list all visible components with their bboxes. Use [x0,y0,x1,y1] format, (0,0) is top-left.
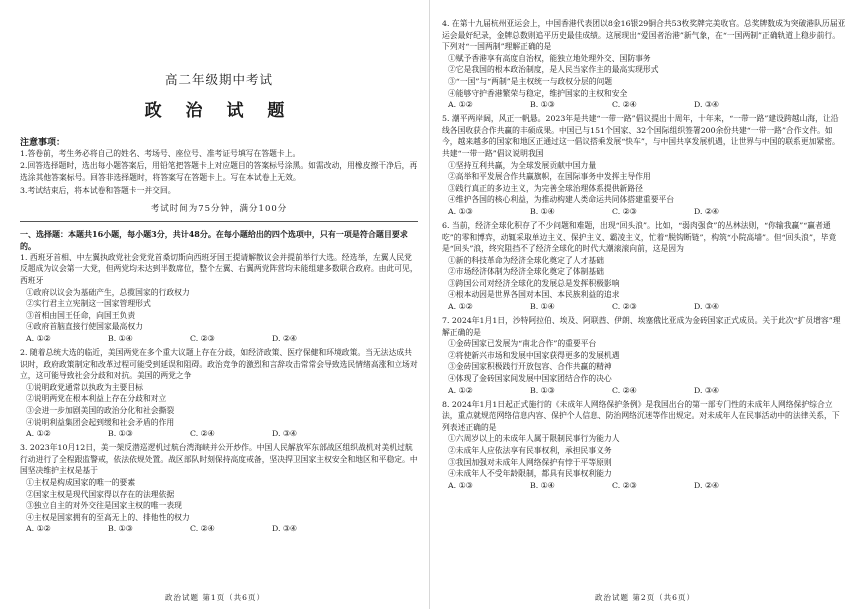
option-1: ①政府以议会为基础产生，总揽国家的行政权力 [26,287,190,297]
question-3 [20,442,418,535]
option-3: ③“一国”与“两制”是主权统一与政权分层的问题 [448,76,613,86]
option-4: ④维护各国的核心利益，为推动构建人类命运共同体搭建重要平台 [448,195,675,205]
choice-d: D. ②④ [272,333,297,343]
answer-choices [442,301,846,313]
page-footer: 政治试题 第1页（共6页） [165,593,265,602]
question-4 [442,18,846,111]
note-item: 1.答卷前，考生务必将自己的姓名、考场号、座位号、准考证号填写在答题卡上。 [20,149,301,158]
answer-choices [20,333,418,345]
choice-a: A. ①② [448,385,473,395]
answer-choices [442,480,846,492]
choice-d: D. ③④ [272,429,297,439]
option-2: ②将使新兴市场和发展中国家获得更多的发展机遇 [448,350,620,360]
option-3: ③金砖国家积极践行开放包容、合作共赢的精神 [448,362,612,372]
question-stem: 7. 2024年1月1日，沙特阿拉伯、埃及、阿联酋、伊朗、埃塞俄比亚成为金砖国家正式成员。关于此次“扩员增容”理解正确的是 [442,316,841,337]
answer-choices [442,385,846,397]
answer-choices [20,523,418,535]
choice-c: C. ②④ [190,524,215,534]
choice-a: A. ①② [448,100,473,110]
choice-c: C. ②④ [612,385,637,395]
option-1: ①赋予香港享有高度自治权，能独立地处理外交、国防事务 [448,53,651,63]
exam-title: 政 治 试 题 [144,101,294,121]
option-4: ④体现了金砖国家间发展中国家团结合作的决心 [448,374,612,384]
question-stem: 4. 在第十九届杭州亚运会上，中国香港代表团以8金16银29铜合共53枚奖牌完美收官。总奖牌数成为突破港队历届亚运会最好纪录，金牌总数则追平历史最佳成绩。这展现出“爱国者治港”新气象，在“一国两制”正确轨道上稳步前行。下列对“一国两制”理解正确的是 [442,19,846,52]
choice-a: A. ①② [26,429,51,439]
option-2: ②未成年人应依法享有民事权利，承担民事义务 [448,446,612,455]
option-2: ②国家主权是现代国家得以存在的法理依据 [26,489,175,499]
choice-b: B. ①④ [530,302,555,312]
choice-c: C. ②③ [612,302,637,312]
section-heading: 一、选择题：本题共16小题，每小题3分，共计48分。在每小题给出的四个选项中，只有一项是符合题目要求的。 [20,228,408,251]
option-1: ①金砖国家已发展为“南北合作”的重要平台 [448,339,597,349]
option-1: ①主权是构成国家的唯一的要素 [26,477,136,487]
question-8 [442,399,846,492]
choice-d: D. ②④ [694,206,719,216]
question-5 [442,113,846,218]
option-4: ④说明利益集团会起到缓和社会矛盾的作用 [26,417,175,427]
choice-a: A. ①③ [448,480,473,490]
choice-b: B. ①③ [530,100,555,110]
question-stem: 2. 随着总统大选的临近，美国两党在多个重大议题上存在分歧，如经济政策、医疗保健和环境政策。当无法达成共识时，政府政策制定和改革过程可能受到延误和阻碍。政治竞争的激烈和言辞攻击常常会导致选民情绪高涨和立场对立，这可能导致社会分歧和对抗。美国的两党之争 [20,347,418,381]
choice-c: C. ②④ [190,429,215,439]
option-3: ③会进一步加剧美国的政治分化和社会撕裂 [26,405,175,415]
answer-choices [442,206,846,218]
question-7 [442,315,846,397]
option-2: ②说明两党在根本利益上存在分歧和对立 [26,394,167,404]
option-4: ④能够守护香港繁荣与稳定，维护国家的主权和安全 [448,88,628,98]
option-2: ②实行君主立宪制这一国家管理形式 [26,299,151,309]
question-stem: 1. 西班牙首相、中左翼执政党社会党党首桑切斯向西班牙国王提请解散议会并提前举行大选。经选举，左翼人民党反超成为议会第一大党，但两党均未达到半数席位，整个左翼、右翼两党阵营均未能组建多数联合政府。由此可见，西班牙 [20,252,418,285]
option-1: ①坚持互利共赢，为全球发展贡献中国力量 [448,160,597,170]
option-2: ②市场经济体制为经济全球化奠定了体制基础 [448,267,604,277]
question-stem: 3. 2023年10月12日，美一架反潜巡逻机过航台湾海峡并公开炒作。中国人民解放军东部战区组织战机对美机过航行动进行了全程跟监警戒，依法依规处置。战区部队时刻保持高度戒备，坚决捍卫国家主权安全和地区和平稳定。中国坚决维护主权是基于 [20,443,418,476]
question-1 [20,252,418,345]
choice-a: A. ①② [448,302,473,312]
choice-c: C. ②③ [190,333,215,343]
choice-c: C. ②④ [612,100,637,110]
choice-b: B. ①④ [530,206,555,216]
choice-c: C. ②③ [612,480,637,490]
option-3: ③践行真正的多边主义，为完善全球治理体系提供新路径 [448,183,643,193]
option-1: ①说明政党通常以执政为主要目标 [26,382,143,392]
question-2 [20,347,418,440]
exam-subtitle: 高二年级期中考试 [164,72,273,87]
option-1: ①六周岁以上的未成年人属于限制民事行为能力人 [448,434,620,444]
choice-b: B. ①③ [108,524,133,534]
question-stem: 5. 潮平两岸阔，风正一帆悬。2023年是共建“一带一路”倡议提出十周年，十年来，“一带一路”建设跨越山海，让沿线各国收获合作共赢的丰硕成果。中国已与151个国家、32个国际组织签署200余份共建“一带一路”合作文件。如今，越来越多的国家和地区正通过这一倡议搭乘发展“快车”，与中国共享发展机遇，让世界与中国的联系更加紧密。共建“一带一路”倡议说明我国 [442,114,840,158]
option-3: ③跨国公司对经济全球化的发展总是发挥积极影响 [448,278,620,288]
choice-b: B. ①③ [108,429,133,439]
page-footer: 政治试题 第2页（共6页） [595,593,695,602]
choice-d: D. ②④ [694,480,719,490]
option-1: ①新的科技革命为经济全球化奠定了人才基础 [448,255,604,265]
choice-b: B. ①③ [530,385,555,395]
choice-b: B. ①④ [108,333,133,343]
divider-line [20,221,418,222]
note-item: 3.考试结束后，将本试卷和答题卡一并交回。 [20,185,176,195]
choice-d: D. ③④ [694,385,719,395]
note-item: 2.回答选择题时，选出每小题答案后，用铅笔把答题卡上对应题目的答案标号涂黑。如需改动，用橡皮擦干净后，再选涂其他答案标号。回答非选择题时，将答案写在答题卡上。写在本试卷上无效。 [20,161,418,183]
question-6 [442,220,846,313]
choice-a: A. ①② [26,524,51,534]
option-4: ④主权是国家拥有的至高无上的、排他性的权力 [26,512,190,522]
exam-time: 考试时间为75分钟，满分100分 [150,203,288,214]
choice-d: D. ③④ [694,302,719,312]
choice-d: D. ③④ [272,524,297,534]
option-4: ④根本动因是世界各国对本国、本民族利益的追求 [448,290,620,300]
choice-a: A. ①③ [448,206,473,216]
option-4: ④未成年人不受年龄限制，都具有民事权利能力 [448,469,612,479]
option-3: ③独立自主的对外交往是国家主权的唯一表现 [26,501,182,511]
option-4: ④政府首脑直接行使国家最高权力 [26,322,143,332]
option-2: ②高举和平发展合作共赢旗帜，在国际事务中发挥主导作用 [448,172,651,182]
choice-b: B. ①④ [530,480,555,490]
choice-d: D. ③④ [694,100,719,110]
choice-c: C. ②③ [612,206,637,216]
question-stem: 6. 当前，经济全球化积存了不少问题和难题，出现“回头浪”。比如，“弱肉强食”的丛林法则，“你输我赢”“赢者通吃”的零和博弈，动辄采取单边主义、保护主义、霸凌主义，忙着“脱钩断链”，构筑“小院高墙”。但“回头浪”，毕竟是“回头”浪，终究阻挡不了经济全球化的时代大潮滚滚向前，这是因为 [442,220,837,254]
option-2: ②它是我国的根本政治制度，是人民当家作主的最高实现形式 [448,65,659,75]
answer-choices [20,428,418,440]
question-stem: 8. 2024年1月1日起正式施行的《未成年人网络保护条例》是我国出台的第一部专门性的未成年人网络保护综合立法，重点就规范网络信息内容、保护个人信息、防治网络沉迷等作出规定。对未成年人在民事活动中的法律关系，下列表述正确的是 [442,399,840,432]
option-3: ③首相由国王任命，向国王负责 [26,310,136,320]
option-3: ③我国加强对未成年人网络保护有悖于平等原则 [448,457,612,467]
choice-a: A. ①② [26,333,51,343]
page-right [430,0,860,609]
answer-choices [442,99,846,111]
notes-heading: 注意事项： [20,138,66,148]
